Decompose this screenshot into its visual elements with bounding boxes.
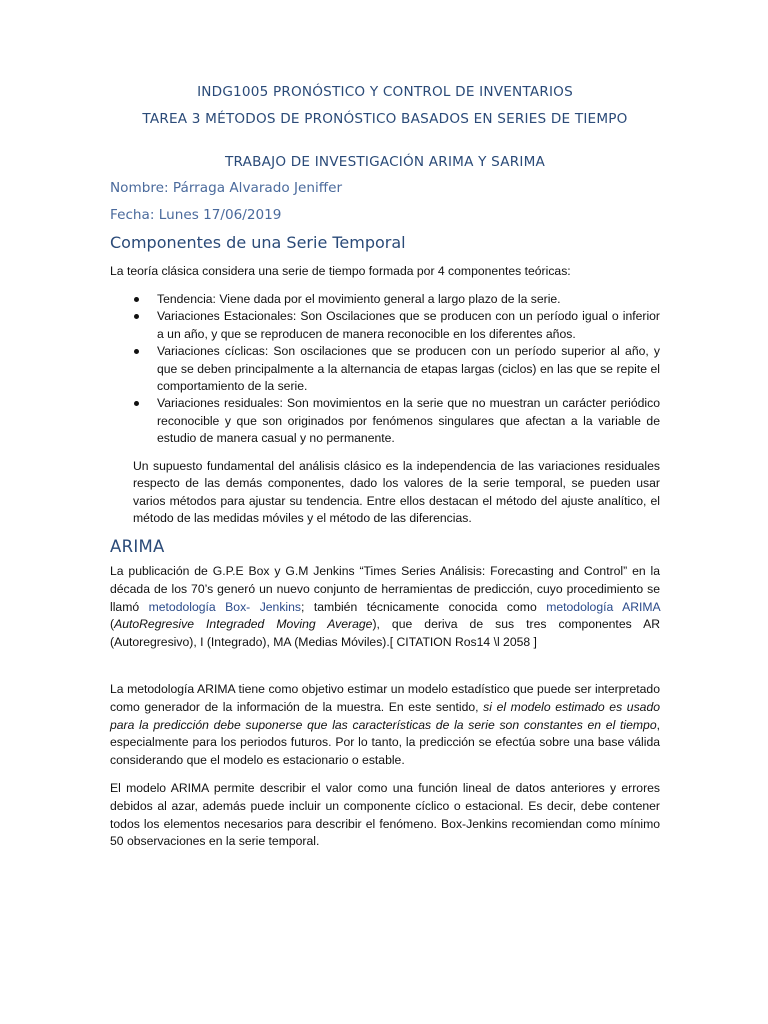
assignment-title: TAREA 3 MÉTODOS DE PRONÓSTICO BASADOS EN SERIES DE TIEMPO — [142, 111, 628, 127]
paragraph-arima-model: El modelo ARIMA permite describir el valor como una función lineal de datos anteriores y errores debidos al azar, además puede incluir un componente cíclico o estacional. Es decir, debe contener todos los elementos necesarios para describir el fenómeno. Box-Jenkins recomiendan como mínimo 50 observaciones en la serie temporal. — [110, 781, 660, 849]
list-item — [110, 343, 660, 395]
bullet-icon — [134, 314, 139, 319]
bullet-icon — [134, 349, 139, 354]
list-item-text: Variaciones Estacionales: Son Oscilaciones que se producen con un período igual o inferior a un año, y que se reproducen de manera reconocible en los diferentes años. — [157, 309, 660, 341]
components-list — [110, 291, 660, 448]
list-item — [110, 291, 660, 308]
arima-link[interactable]: metodología ARIMA — [546, 599, 661, 614]
paragraph-arima-objective — [110, 681, 660, 770]
list-item — [110, 395, 660, 447]
list-item-text: Tendencia: Viene dada por el movimiento general a largo plazo de la serie. — [157, 292, 561, 306]
bullet-icon — [134, 297, 139, 302]
arima-expansion: AutoRegresive Integraded Moving Average — [114, 617, 373, 632]
italic-text: si el modelo estimado es usado para la predicción debe suponerse que las características de la serie son constantes en el tiempo — [110, 699, 660, 732]
paragraph-text: ; también técnicamente conocida como — [301, 599, 547, 614]
paragraph-text: ( — [110, 617, 115, 632]
intro-paragraph: La teoría clásica considera una serie de tiempo formada por 4 componentes teóricas: — [110, 264, 571, 278]
paragraph-text: La publicación de G.P.E Box y G.M Jenkins “Times Series Análisis: Forecasting and Control” en la década de los 70’s generó un nuevo conjunto de herramientas de predicción, cuyo procedimiento se llamó — [110, 564, 660, 614]
section-heading-arima: ARIMA — [110, 537, 165, 556]
list-item-text: Variaciones residuales: Son movimientos en la serie que no muestran un carácter periódico reconocible y que son originados por fenómenos singulares que afectan a la variable de estudio de manera casual y no permanente. — [157, 396, 660, 446]
section-heading-componentes: Componentes de una Serie Temporal — [110, 233, 406, 252]
author-name: Nombre: Párraga Alvarado Jeniffer — [110, 180, 343, 196]
box-jenkins-link[interactable]: metodología Box- Jenkins — [148, 599, 302, 614]
paragraph-text: ), que deriva de sus tres componentes AR (Autoregresivo), I (Integrado), MA (Medias Móviles).[ CITATION Ros14 \l 2058 ] — [110, 617, 660, 650]
course-title: INDG1005 PRONÓSTICO Y CONTROL DE INVENTARIOS — [197, 84, 573, 100]
document-date: Fecha: Lunes 17/06/2019 — [110, 207, 282, 223]
work-title: TRABAJO DE INVESTIGACIÓN ARIMA Y SARIMA — [224, 154, 545, 170]
paragraph-supuesto: Un supuesto fundamental del análisis clásico es la independencia de las variaciones residuales respecto de las demás componentes, dado los valores de la serie temporal, se pueden usar varios métodos para ajustar su tendencia. Entre ellos destacan el método del ajuste analítico, el método de las medidas móviles y el método de las diferencias. — [133, 459, 660, 525]
list-item — [110, 308, 660, 343]
paragraph-text: La metodología ARIMA tiene como objetivo estimar un modelo estadístico que puede ser interpretado como generador de la información de la muestra. En este sentido, — [110, 682, 660, 714]
list-item-text: Variaciones cíclicas: Son oscilaciones que se producen con un período superior al año, y que se deben principalmente a la alternancia de etapas largas (ciclos) en las que se repite el comportamiento de la serie. — [157, 344, 660, 394]
paragraph-arima-origin — [110, 563, 660, 652]
bullet-icon — [134, 401, 139, 406]
paragraph-text: , especialmente para los periodos futuros. Por lo tanto, la predicción se efectúa sobre una base válida considerando que el modelo es estacionario o estable. — [110, 717, 660, 768]
